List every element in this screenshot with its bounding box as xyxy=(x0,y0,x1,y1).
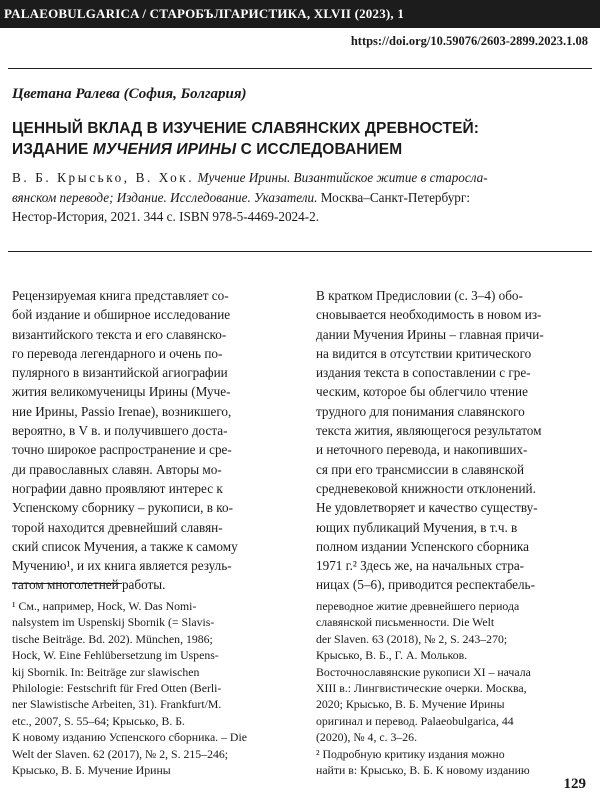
text-line: Мучению¹, и их книга является резуль- xyxy=(12,558,232,574)
footnotes-left xyxy=(12,598,284,778)
title-line-1: ЦЕННЫЙ ВКЛАД В ИЗУЧЕНИЕ СЛАВЯНСКИХ ДРЕВНОСТЕЙ: xyxy=(12,120,480,137)
text-line: византийского текста и его славянско- xyxy=(12,326,227,342)
footnotes-right xyxy=(316,598,588,778)
biblio-authors: В. Б. Крысько, В. Хок. xyxy=(12,170,195,185)
footnote-line: Восточнославянские рукописи XI – начала xyxy=(316,664,531,679)
title-line-2 xyxy=(12,139,592,160)
text-line: ский список Мучения, а также к самому xyxy=(12,538,238,554)
footnote-line: К новому изданию Успенского сборника. – Die xyxy=(12,730,247,745)
text-line: сновывается необходимость в новом из- xyxy=(316,307,542,323)
text-line: текста жития, являющегося результатом xyxy=(316,423,542,439)
text-line: на видится в отсутствии критического xyxy=(316,345,532,361)
biblio-line-1 xyxy=(12,168,592,188)
left-column-text xyxy=(12,286,284,595)
footnote-line: ¹ См., например, Hock, W. Das Nomi- xyxy=(12,599,197,613)
text-line: торой находится древнейший славян- xyxy=(12,519,223,535)
text-line: татом многолетней работы. xyxy=(12,577,166,593)
biblio-line-3: Нестор-История, 2021. 344 с. ISBN 978-5-4469-2024-2. xyxy=(12,209,320,224)
text-line: ние Ирины, Passio Irenae), возникшего, xyxy=(12,403,232,419)
footnote-rule-left xyxy=(12,583,122,584)
text-line: Рецензируемая книга представляет со- xyxy=(12,288,229,303)
text-line: 1971 г.² Здесь же, на начальных стра- xyxy=(316,558,525,574)
text-line: трудного для понимания славянского xyxy=(316,403,525,419)
footnote-line: Hock, W. Eine Fehlübersetzung im Uspens- xyxy=(12,648,219,663)
biblio-line-2 xyxy=(12,188,592,208)
doi-link[interactable]: https://doi.org/10.59076/2603-2899.2023.1.08 xyxy=(350,34,588,48)
footnote-line: славянской письменности. Die Welt xyxy=(316,615,495,630)
text-line: Успенскому сборнику – рукописи, в ко- xyxy=(12,500,233,516)
footnote-line: найти в: Крысько, В. Б. К новому изданию xyxy=(316,763,530,778)
footnote-line: etc., 2007, S. 55–64; Крысько, В. Б. xyxy=(12,713,185,728)
text-line: средневековой книжности отклонений. xyxy=(316,480,536,496)
footnote-line: 2020; Крысько, В. Б. Мучение Ирины xyxy=(316,697,505,712)
footnote-line: ner Slawistische Arbeiten, 31). Frankfurt/M. xyxy=(12,697,222,712)
text-line: точно широкое распространение и сре- xyxy=(12,442,232,458)
biblio-title-part-1: Мучение Ирины. Византийское житие в старосла- xyxy=(194,170,488,185)
footnote-line: Крысько, В. Б. Мучение Ирины xyxy=(12,763,171,778)
section-rule xyxy=(8,251,592,252)
right-column-text xyxy=(316,286,588,595)
footnote-line: XIII в.: Лингвистические очерки. Москва, xyxy=(316,681,527,696)
text-line: нографии давно проявляют интерес к xyxy=(12,480,223,496)
book-citation xyxy=(12,168,592,227)
title-line-2-post: С ИССЛЕДОВАНИЕМ xyxy=(236,141,403,158)
title-line-2-em: МУЧЕНИЯ ИРИНЫ xyxy=(92,141,237,158)
text-line: В кратком Предисловии (с. 3–4) обо- xyxy=(316,288,523,303)
text-line: издания текста в сопоставлении с гре- xyxy=(316,365,531,381)
footnote-line: ² Подробную критику издания можно xyxy=(316,746,505,761)
review-title xyxy=(12,118,592,160)
text-line: ницах (5–6), приводится респектабель- xyxy=(316,577,535,593)
biblio-title-part-2: вянском переводе; Издание. Исследование. Указатели. xyxy=(12,189,318,205)
footnote-line: tische Beiträge. Bd. 202). München, 1986; xyxy=(12,631,213,646)
biblio-place: Москва–Санкт-Петербург: xyxy=(317,189,470,205)
footnote-line: (2020), № 4, с. 3–26. xyxy=(316,730,418,745)
text-line: го перевода легендарного и очень по- xyxy=(12,345,223,361)
footnote-line: Philologie: Festschrift für Fred Otten (Berli- xyxy=(12,681,222,696)
footnote-line: der Slaven. 63 (2018), № 2, S. 243–270; xyxy=(316,631,508,646)
text-line: жития великомученицы Ирины (Муче- xyxy=(12,384,231,400)
page-number: 129 xyxy=(563,776,586,792)
journal-header: PALAEOBULGARICA / СТАРОБЪЛГАРИСТИКА, XLVII (2023), 1 xyxy=(0,0,600,28)
text-line: ющих публикаций Мучения, в т.ч. в xyxy=(316,519,518,535)
footnote-line: оригинал и перевод. Palaeobulgarica, 44 xyxy=(316,713,514,728)
title-line-2-pre: ИЗДАНИЕ xyxy=(12,141,93,158)
footnote-line: kij Sbornik. In: Beiträge zur slawischen xyxy=(12,664,200,679)
text-line: и неточного перевода, и накопивших- xyxy=(316,442,528,458)
text-line: бой издание и обширное исследование xyxy=(12,307,231,323)
text-line: ди православных славян. Авторы мо- xyxy=(12,461,222,477)
footnote-line: переводное житие древнейшего периода xyxy=(316,599,520,613)
footnote-line: Welt der Slaven. 62 (2017), № 2, S. 215–246; xyxy=(12,746,229,761)
footnote-line: nalsystem im Uspenskij Sbornik (= Slavis- xyxy=(12,615,215,630)
text-line: вероятно, в V в. и получившего доста- xyxy=(12,423,228,439)
text-line: полном издании Успенского сборника xyxy=(316,538,529,554)
text-line: пулярного в византийской агиографии xyxy=(12,365,228,381)
footnote-line: Крысько, В. Б., Г. А. Мольков. xyxy=(316,648,468,663)
text-line: ся при его трансмиссии в славянской xyxy=(316,461,525,477)
review-author: Цветана Ралева (София, Болгария) xyxy=(12,86,247,102)
text-line: Не удовлетворяет и качество существу- xyxy=(316,500,538,516)
header-rule xyxy=(8,68,592,69)
text-line: дании Мучения Ирины – главная причи- xyxy=(316,326,544,342)
text-line: ческим, которое бы облегчило чтение xyxy=(316,384,528,400)
